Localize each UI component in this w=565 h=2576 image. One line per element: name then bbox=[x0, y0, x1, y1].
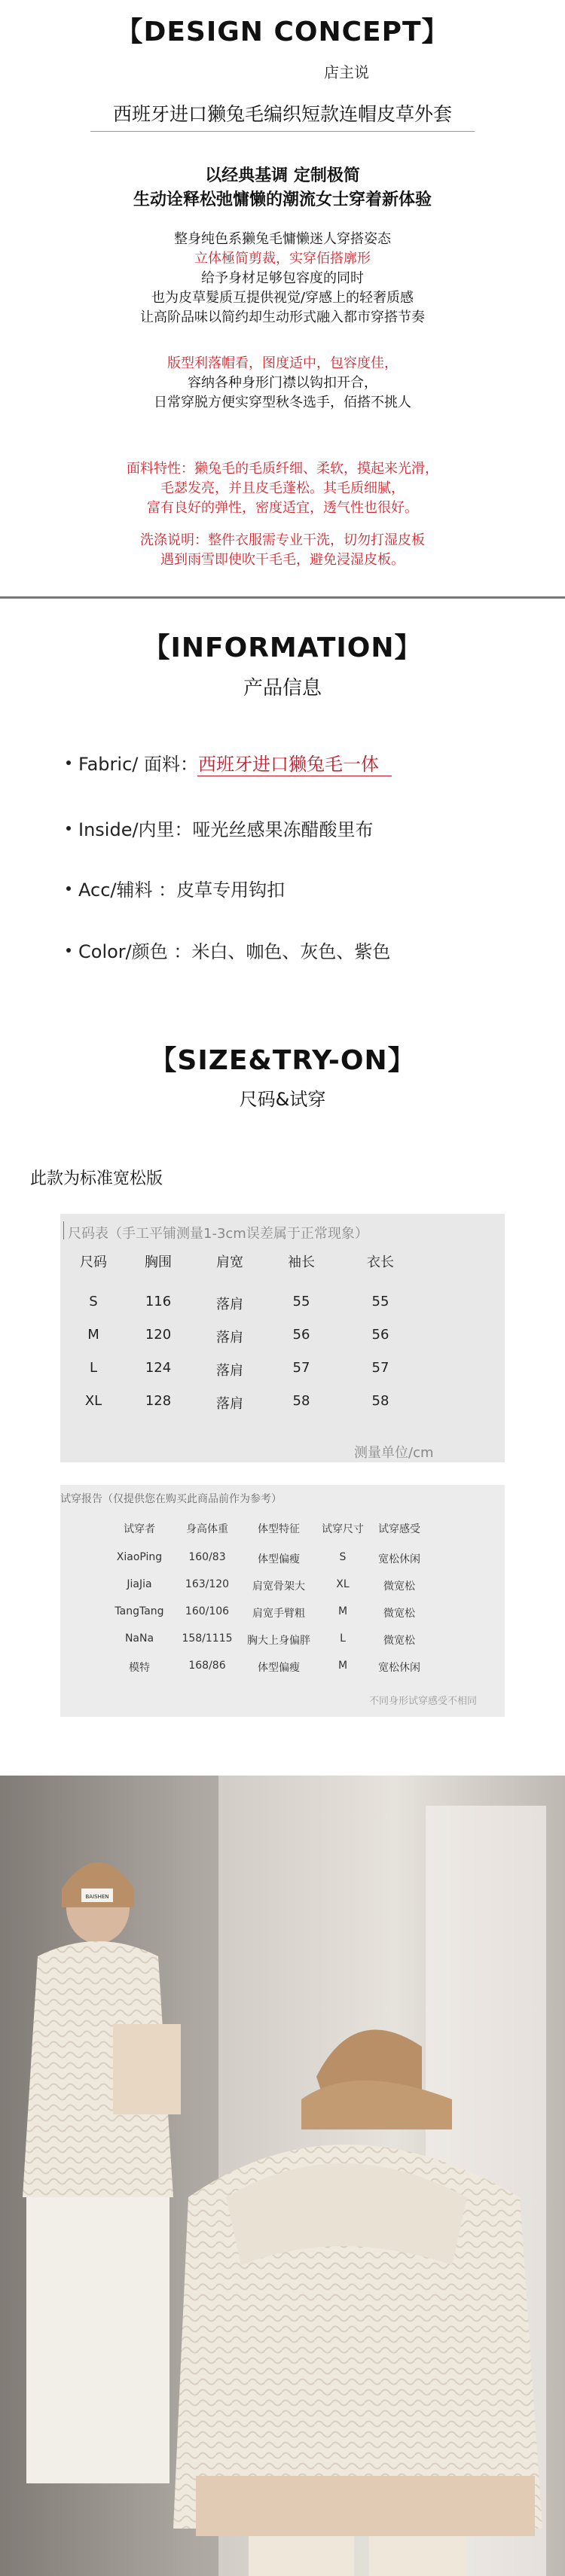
shape-description bbox=[0, 354, 565, 413]
style-line: 整身纯色系獭兔毛慵懒迷人穿搭姿态 bbox=[174, 231, 391, 247]
shape-line: 容纳各种身形门襟以钩扣开合， bbox=[188, 375, 377, 392]
style-line: 也为皮草髮质互提供视觉/穿感上的轻奢质感 bbox=[151, 290, 414, 306]
style-line: 立体極简剪裁，实穿佰搭廓形 bbox=[194, 251, 371, 267]
model-photo-illustration bbox=[0, 1776, 565, 2576]
bullet-dot bbox=[66, 948, 71, 953]
table-cell: 55 bbox=[371, 1294, 389, 1309]
table-cell: 56 bbox=[292, 1327, 310, 1343]
header-cell: 体型特征 bbox=[258, 1523, 300, 1535]
header-cell: 尺码 bbox=[80, 1254, 107, 1270]
size-table bbox=[60, 1214, 505, 1462]
table-cell: NaNa bbox=[124, 1632, 154, 1645]
table-cell: S bbox=[339, 1551, 347, 1563]
table-cell: M bbox=[337, 1660, 348, 1672]
table-cell: 宽松休闲 bbox=[378, 1553, 420, 1565]
table-cell: 落肩 bbox=[216, 1330, 243, 1346]
info-row-fabric bbox=[66, 749, 379, 776]
fabric-line: 富有良好的弹性，密度适宜，透气性也很好。 bbox=[147, 500, 418, 517]
bullet-dot bbox=[66, 826, 71, 831]
table-cell: 163/120 bbox=[185, 1578, 230, 1590]
model-photo bbox=[0, 1776, 565, 2576]
table-row bbox=[60, 1660, 505, 1676]
info-value: 西班牙进口獭兔毛一体 bbox=[198, 754, 379, 775]
info-label: Acc/辅料 ： bbox=[78, 879, 177, 901]
table-row bbox=[60, 1578, 505, 1595]
bullet-dot bbox=[66, 761, 71, 765]
intro-bold-text bbox=[0, 164, 565, 212]
tryon-note: 试穿报告（仅提供您在购买此商品前作为参考） bbox=[60, 1493, 282, 1505]
table-row bbox=[60, 1632, 505, 1649]
bullet-dot bbox=[66, 886, 71, 891]
table-cell: 120 bbox=[145, 1327, 172, 1343]
header-cell: 试穿者 bbox=[124, 1523, 155, 1535]
design-concept-title: 【DESIGN CONCEPT】 bbox=[115, 17, 450, 47]
tryon-table bbox=[60, 1485, 505, 1717]
wash-instructions bbox=[0, 531, 565, 570]
header-cell: 试穿尺寸 bbox=[322, 1523, 364, 1535]
table-cell: 168/86 bbox=[188, 1660, 226, 1672]
info-label: Inside/内里： bbox=[78, 819, 193, 840]
table-cell: 肩宽手臂粗 bbox=[252, 1608, 305, 1620]
table-cell: JiaJia bbox=[127, 1578, 152, 1590]
info-label: Color/颜色 ： bbox=[78, 941, 192, 962]
info-value: 皮草专用钩扣 bbox=[176, 879, 286, 901]
intro-bold-line: 以经典基调 定制极简 bbox=[205, 166, 360, 185]
fit-note: 此款为标准宽松版 bbox=[30, 1169, 163, 1188]
table-cell: 160/106 bbox=[185, 1605, 230, 1617]
fabric-description bbox=[0, 459, 565, 518]
fabric-line: 毛瑟发亮，并且皮毛蓬松。其毛质细腻， bbox=[160, 480, 405, 497]
product-name-underline bbox=[90, 131, 475, 132]
table-cell: XL bbox=[84, 1393, 102, 1409]
info-row-acc bbox=[66, 875, 285, 901]
table-row bbox=[60, 1393, 505, 1411]
shape-line: 日常穿脱方便实穿型秋冬选手，佰搭不挑人 bbox=[154, 395, 411, 411]
table-cell: L bbox=[340, 1632, 346, 1645]
table-cell: 56 bbox=[371, 1327, 389, 1343]
table-cell: 宽松休闲 bbox=[378, 1662, 420, 1674]
size-subtitle: 尺码&试穿 bbox=[239, 1089, 326, 1110]
style-line: 让高阶品味以简约却生动形式融入都市穿搭节奏 bbox=[140, 309, 425, 326]
hat-label-text: BAISHEN bbox=[85, 1894, 109, 1900]
tryon-header bbox=[60, 1521, 505, 1538]
tryon-footer: 不同身形试穿感受不相同 bbox=[369, 1696, 478, 1707]
table-cell: TangTang bbox=[115, 1605, 164, 1617]
table-row bbox=[60, 1551, 505, 1568]
table-cell: XiaoPing bbox=[116, 1551, 163, 1563]
table-cell: 58 bbox=[371, 1393, 389, 1409]
intro-bold-line: 生动诠释松弛慵懒的潮流女士穿着新体验 bbox=[133, 190, 432, 209]
table-cell: 模特 bbox=[129, 1662, 150, 1674]
table-row bbox=[60, 1360, 505, 1378]
table-cell: 128 bbox=[145, 1393, 172, 1409]
header-cell: 衣长 bbox=[367, 1254, 394, 1270]
table-cell: 体型偏瘦 bbox=[258, 1553, 300, 1565]
table-cell: 胸大上身偏胖 bbox=[247, 1635, 310, 1647]
size-table-header bbox=[60, 1251, 505, 1270]
information-subtitle: 产品信息 bbox=[243, 677, 322, 700]
size-unit-label: 测量单位/cm bbox=[354, 1445, 434, 1461]
table-cell: 微宽松 bbox=[383, 1608, 415, 1620]
table-cell: S bbox=[89, 1294, 98, 1309]
table-cell: 落肩 bbox=[216, 1396, 243, 1412]
info-value: 米白、咖色、灰色、紫色 bbox=[191, 941, 391, 962]
table-cell: 57 bbox=[371, 1360, 389, 1376]
header-cell: 袖长 bbox=[288, 1254, 315, 1270]
table-cell: 124 bbox=[145, 1360, 172, 1376]
table-cell: M bbox=[337, 1605, 348, 1617]
table-row bbox=[60, 1605, 505, 1622]
info-row-color bbox=[66, 937, 390, 963]
section-divider bbox=[0, 596, 565, 599]
table-cell: XL bbox=[336, 1578, 350, 1590]
wash-line: 遇到雨雪即使吹干毛毛，避免浸湿皮板。 bbox=[160, 552, 405, 569]
size-title: 【SIZE&TRY-ON】 bbox=[149, 1045, 416, 1076]
table-cell: 落肩 bbox=[216, 1297, 243, 1312]
info-label: Fabric/ 面料： bbox=[78, 754, 198, 775]
table-cell: 55 bbox=[292, 1294, 310, 1309]
table-row bbox=[60, 1327, 505, 1345]
style-description bbox=[0, 230, 565, 328]
table-cell: 微宽松 bbox=[383, 1581, 415, 1593]
table-cell: 57 bbox=[292, 1360, 310, 1376]
table-cell: 116 bbox=[145, 1294, 172, 1309]
fabric-line: 面料特性：獭兔毛的毛质纤细、柔软，摸起来光滑， bbox=[127, 461, 438, 477]
shape-line: 版型利落帽看，图度适中，包容度佳， bbox=[167, 355, 398, 371]
style-line: 给予身材足够包容度的同时 bbox=[201, 270, 364, 287]
header-cell: 试穿感受 bbox=[378, 1523, 420, 1535]
table-row bbox=[60, 1294, 505, 1312]
table-cell: 落肩 bbox=[216, 1363, 243, 1379]
table-cell: 158/1115 bbox=[182, 1632, 233, 1645]
wash-line: 洗涤说明：整件衣服需专业干洗，切勿打湿皮板 bbox=[140, 532, 425, 548]
table-cell: 58 bbox=[292, 1393, 310, 1409]
table-cell: 微宽松 bbox=[383, 1635, 415, 1647]
table-cell: 肩宽骨架大 bbox=[252, 1581, 305, 1593]
note-separator bbox=[63, 1221, 64, 1239]
table-cell: L bbox=[89, 1360, 98, 1376]
header-cell: 肩宽 bbox=[216, 1254, 243, 1270]
header-cell: 身高体重 bbox=[186, 1523, 228, 1535]
table-cell: 体型偏瘦 bbox=[258, 1662, 300, 1674]
product-name: 西班牙进口獭兔毛编织短款连帽皮草外套 bbox=[112, 103, 452, 125]
table-cell: 160/83 bbox=[188, 1551, 226, 1563]
shop-says-label: 店主说 bbox=[324, 63, 369, 81]
info-value: 哑光丝感果冻醋酸里布 bbox=[192, 819, 374, 840]
information-title: 【INFORMATION】 bbox=[142, 633, 423, 663]
size-table-note: 尺码表（手工平铺测量1-3cm误差属于正常现象） bbox=[68, 1226, 368, 1242]
table-cell: M bbox=[87, 1327, 99, 1343]
info-row-inside bbox=[66, 815, 374, 841]
header-cell: 胸围 bbox=[145, 1254, 172, 1270]
